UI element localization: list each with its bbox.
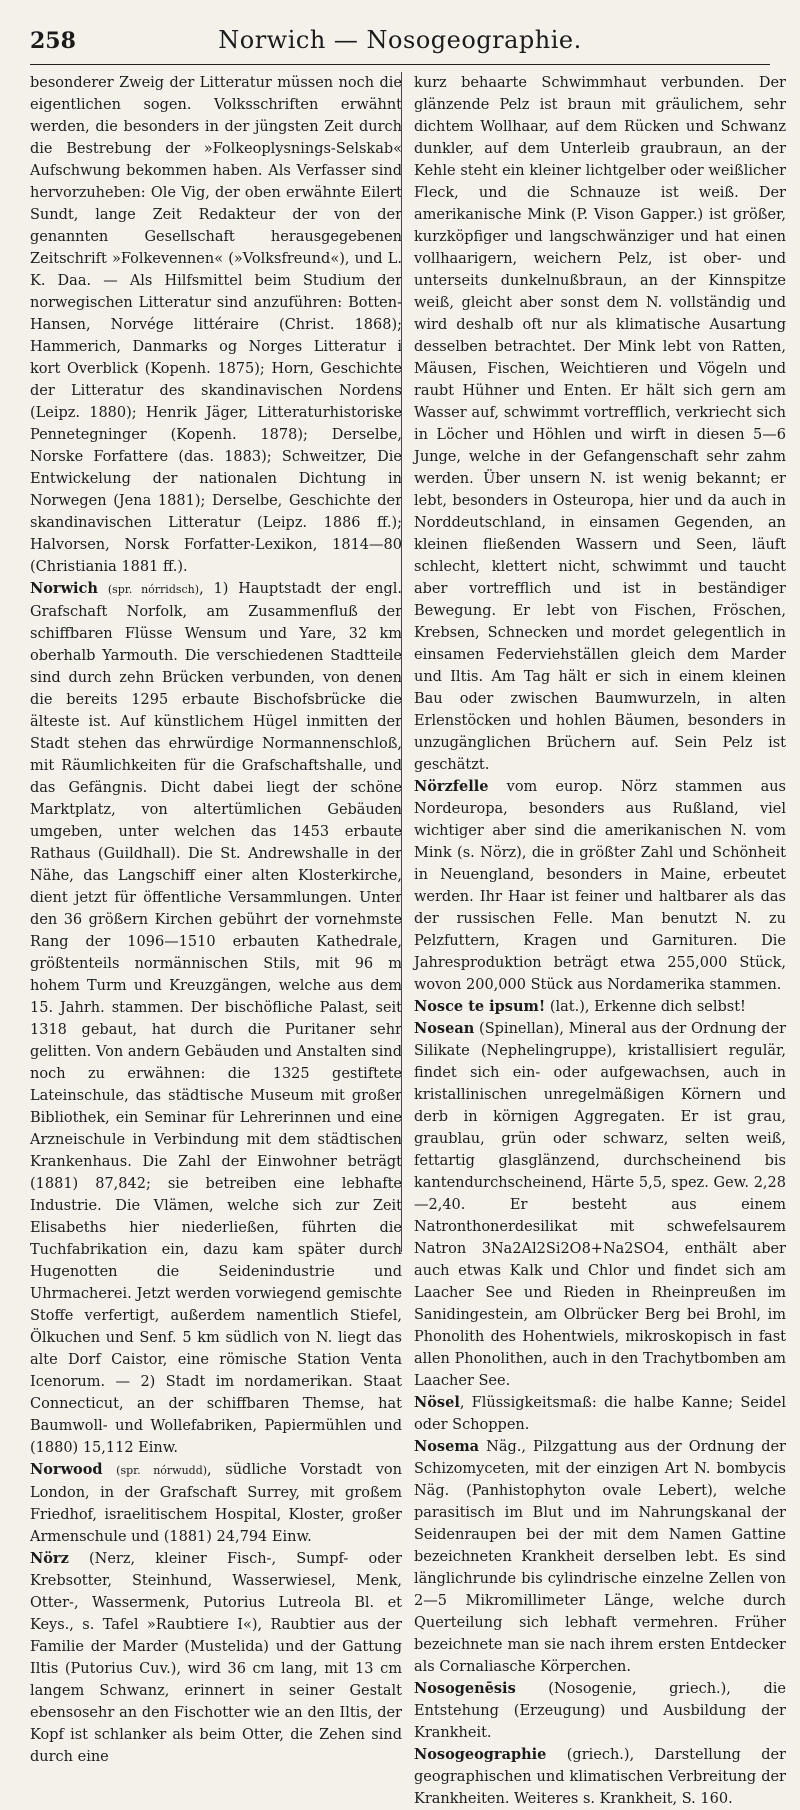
headword-noesel: Nösel xyxy=(414,1394,460,1411)
litteratur-continuation: besonderer Zweig der Litteratur müssen noch die eigentlichen sogen. Volksschriften erwähnt werden, die besonders in der jüngsten Zeit durch die Bestrebung der »Folkeoplysnings-Selskab« Aufschwung bekommen haben. Als Verfasser sind hervorzuheben: Ole Vig, der oben erwähnte Eilert Sundt, lange Zeit Redakteur der von der genannten Gesellschaft herausgegebenen Zeitschrift »Folkevennen« (»Volksfreund«), und L. K. Daa. — Als Hilfsmittel beim Studium der norwegischen Litteratur sind anzuführen: Botten-Hansen, Norvége littéraire (Christ. 1868); Hammerich, Danmarks og Norges Litteratur i kort Overblick (Kopenh. 1875); Horn, Geschichte der Litteratur des skandinavischen Nordens (Leipz. 1880); Henrik Jäger, Litteraturhistoriske Pennetegninger (Kopenh. 1878); Derselbe, Norske Forfattere (das. 1883); Schweitzer, Die Entwickelung der nationalen Dichtung in Norwegen (Jena 1881); Derselbe, Geschichte der skandinavischen Litteratur (Leipz. 1886 ff.); Halvorsen, Norsk Forfatter-Lexikon, 1814—80 (Christiania 1881 ff.). xyxy=(30,75,402,575)
body-noerzfelle: vom europ. Nörz stammen aus Nordeuropa, besonders aus Rußland, viel wichtiger aber sind die amerikanischen N. vom Mink (s. Nörz), die in größter Zahl und Schönheit in Neuengland, besonders in Maine, erbeutet werden. Ihr Haar ist feiner und haltbarer als das der russischen Felle. Man benutzt N. zu Pelzfuttern, Kragen und Garnituren. Die Jahresproduktion beträgt etwa 255,000 Stück, wovon 200,000 Stück aus Nordamerika stammen. xyxy=(414,779,786,993)
headword-noerz: Nörz xyxy=(30,1550,69,1567)
right-column xyxy=(414,72,786,1807)
entry-noesel xyxy=(414,1392,786,1436)
headword-norwood: Norwood xyxy=(30,1461,103,1478)
pronunciation-norwich: (spr. nórridsch) xyxy=(107,583,200,596)
body-nosema: Näg., Pilzgattung aus der Ordnung der Schizomyceten, mit der einzigen Art N. bombycis Näg. (Panhistophyton ovale Lebert), welche parasitisch im Blut und im Nahrungskanal der Seidenraupen bei der mit dem Namen Gattine bezeichneten Krankheit derselben lebt. Es sind länglichrunde bis cylindrische einzelne Zellen von 2—5 Mikromillimeter Länge, welche durch Querteilung sich lebhaft vermehren. Früher bezeichnete man sie nach ihrem ersten Entdecker als Cornaliasche Körperchen. xyxy=(414,1439,786,1675)
column-divider xyxy=(401,72,402,1252)
entry-nosema xyxy=(414,1436,786,1678)
left-column xyxy=(30,72,403,1765)
body-noesel: , Flüssigkeitsmaß: die halbe Kanne; Seidel oder Schoppen. xyxy=(414,1395,786,1433)
running-title: Norwich — Nosogeographie. xyxy=(218,26,582,54)
headword-nosogeographie: Nosogeographie xyxy=(414,1746,547,1763)
body-nosce: (lat.), Erkenne dich selbst! xyxy=(545,999,746,1015)
body-norwich: , 1) Hauptstadt der engl. Grafschaft Norfolk, am Zusammenfluß der schiffbaren Flüsse Wensum und Yare, 32 km oberhalb Yarmouth. Die verschiedenen Stadtteile sind durch zehn Brücken verbunden, von denen die bereits 1295 erbaute Bischofsbrücke die älteste ist. Auf künstlichem Hügel inmitten der Stadt stehen das ehrwürdige Normannenschloß, mit Räumlichkeiten für die Grafschaftshalle, und das Gefängnis. Dicht dabei liegt der schöne Marktplatz, von altertümlichen Gebäuden umgeben, unter welchen das 1453 erbaute Rathaus (Guildhall). Die St. Andrewshalle in der Nähe, das Langschiff einer alten Klosterkirche, dient jetzt für öffentliche Versammlungen. Unter den 36 größern Kirchen gebührt der vornehmste Rang der 1096—1510 erbauten Kathedrale, größtenteils normännischen Stils, mit 96 m hohem Turm und Kreuzgängen, welche aus dem 15. Jahrh. stammen. Der bischöfliche Palast, seit 1318 gebaut, hat durch die Puritaner sehr gelitten. Von andern Gebäuden und Anstalten sind noch zu erwähnen: die 1325 gestiftete Lateinschule, das städtische Museum mit großer Bibliothek, ein Seminar für Lehrerinnen und eine Arzneischule in Verbindung mit dem städtischen Krankenhaus. Die Zahl der Einwohner beträgt (1881) 87,842; sie betreiben eine lebhafte Industrie. Die Vlämen, welche sich zur Zeit Elisabeths hier niederließen, führten die Tuchfabrikation ein, dazu kam später durch Hugenotten die Seidenindustrie und Uhrmacherei. Jetzt werden vorwiegend gemischte Stoffe verfertigt, außerdem namentlich Stiefel, Ölkuchen und Senf. 5 km südlich von N. liegt das alte Dorf Caistor, eine römische Station Venta Icenorum. — 2) Stadt im nordamerikan. Staat Connecticut, an der schiffbaren Themse, hat Baumwoll- und Wollefabriken, Papiermühlen und (1880) 15,112 Einw. xyxy=(30,581,403,1456)
headword-nosema: Nosema xyxy=(414,1438,480,1455)
noerz-continuation: kurz behaarte Schwimmhaut verbunden. Der glänzende Pelz ist braun mit gräulichem, sehr dichtem Wollhaar, auf dem Rücken und Schwanz dunkler, auf dem Unterleib graubraun, an der Kehle steht ein kleiner lichtgelber oder weißlicher Fleck, und die Schnauze ist weiß. Der amerikanische Mink (P. Vison Gapper.) ist größer, kurzköpfiger und langschwänziger und hat einen vollhaarigern, weichern Pelz, ist ober- und unterseits dunkelnußbraun, an der Kinnspitze weiß, gleicht aber sonst dem N. vollständig und wird deshalb oft nur als klimatische Ausartung desselben betrachtet. Der Mink lebt von Ratten, Mäusen, Fischen, Weichtieren und Vögeln und raubt Hühner und Enten. Er hält sich gern am Wasser auf, schwimmt vortrefflich, verkriecht sich in Löcher und Höhlen und wirft in diesen 5—6 Junge, welche in der Gefangenschaft sehr zahm werden. Über unsern N. ist wenig bekannt; er lebt, besonders in Osteuropa, hier und da auch in Norddeutschland, in einsamen Gegenden, an kleinen fließenden Wassern und Seen, läuft schlecht, klettert nicht, schwimmt und taucht aber vortrefflich und ist in beständiger Bewegung. Er lebt von Fischen, Fröschen, Krebsen, Schnecken und mordet gelegentlich in einsamen Federviehställen gleich dem Marder und Iltis. Am Tag hält er sich in einem kleinen Bau oder zwischen Baumwurzeln, in alten Erlenstöcken und hohlen Bäumen, besonders in unzugänglichen Brüchern auf. Sein Pelz ist geschätzt. xyxy=(414,75,786,773)
entry-nosogenesis xyxy=(414,1678,786,1744)
headword-noerzfelle: Nörzfelle xyxy=(414,778,489,795)
body-nosogeographie: (griech.), Darstellung der geographischen und klimatischen Verbreitung der Krankheiten. Weiteres s. Krankheit, S. 160. xyxy=(414,1747,786,1807)
body-nosean: (Spinellan), Mineral aus der Ordnung der Silikate (Nephelingruppe), kristallisiert regulär, findet sich ein- oder aufgewachsen, auch in kristallinischen unregelmäßigen Körnern und derb in körnigen Aggregaten. Er ist grau, graublau, grün oder schwarz, selten weiß, fettartig glasglänzend, durchscheinend bis kantendurchscheinend, Härte 5,5, spez. Gew. 2,28—2,40. Er besteht aus einem Natronthonerdesilikat mit schwefelsaurem Natron 3Na2Al2Si2O8+Na2SO4, enthält aber auch etwas Kalk und Chlor und findet sich am Laacher See und Rieden in Rheinpreußen im Sanidingestein, am Olbrücker Berg bei Brohl, im Phonolith des Hohentwiels, mikroskopisch in fast allen Phonolithen, auch in den Trachytbomben am Laacher See. xyxy=(414,1021,786,1389)
header-rule xyxy=(30,64,770,65)
body-nosogenesis: (Nosogenie, griech.), die Entstehung (Erzeugung) und Ausbildung der Krankheit. xyxy=(414,1681,786,1741)
entry-nosean xyxy=(414,1018,786,1392)
entry-nosce xyxy=(414,996,786,1018)
entry-norwood xyxy=(30,1459,402,1548)
page-number: 258 xyxy=(30,28,76,54)
headword-nosce: Nosce te ipsum! xyxy=(414,998,546,1015)
headword-nosogenesis: Nosogenēsis xyxy=(414,1680,516,1697)
headword-nosean: Nosean xyxy=(414,1020,475,1037)
entry-noerzfelle xyxy=(414,776,786,996)
entry-nosogeographie xyxy=(414,1744,786,1810)
body-norwood: , südliche Vorstadt von London, in der Grafschaft Surrey, mit großem Friedhof, israelitischem Hospital, Kloster, großer Armenschule und (1881) 24,794 Einw. xyxy=(30,1462,402,1545)
entry-noerz xyxy=(30,1548,402,1768)
entry-norwich xyxy=(30,578,402,1459)
page-header xyxy=(30,22,770,62)
headword-norwich: Norwich xyxy=(30,580,98,597)
body-noerz: (Nerz, kleiner Fisch-, Sumpf- oder Krebsotter, Steinhund, Wasserwiesel, Menk, Otter-, Wassermenk, Putorius Lutreola Bl. et Keys., s. Tafel »Raubtiere I«), Raubtier aus der Familie der Marder (Mustelida) und der Gattung Iltis (Putorius Cuv.), wird 36 cm lang, mit 13 cm langem Schwanz, erinnert in seiner Gestalt ebensosehr an den Fischotter wie an den Iltis, der Kopf ist schlanker als beim Otter, die Zehen sind durch eine xyxy=(30,1551,402,1765)
pronunciation-norwood: (spr. nórwudd) xyxy=(116,1464,208,1477)
